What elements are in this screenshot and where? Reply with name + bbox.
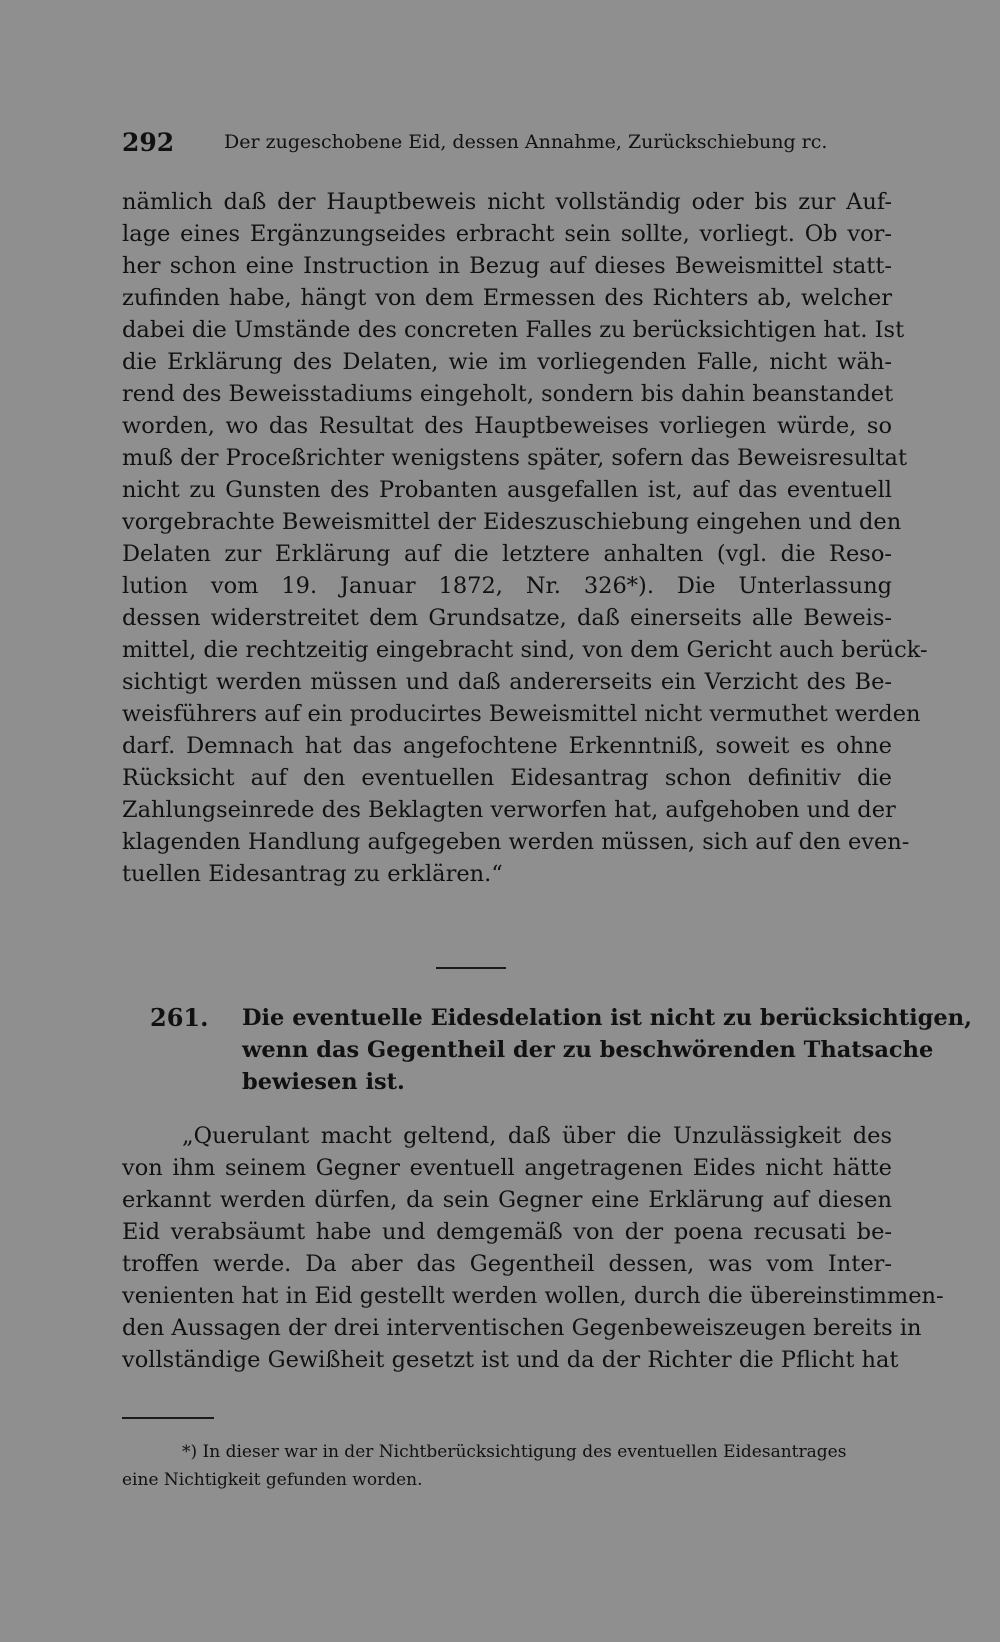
body-line: klagenden Handlung aufgegeben werden müssen, sich auf den even-	[122, 829, 910, 855]
section-line: vollständige Gewißheit gesetzt ist und da der Richter die Pflicht hat	[122, 1347, 899, 1373]
body-line: tuellen Eidesantrag zu erklären.“	[122, 861, 503, 887]
body-line: lution vom 19. Januar 1872, Nr. 326*). Die Unterlassung	[122, 573, 892, 599]
section-line: venienten hat in Eid gestellt werden wollen, durch die übereinstimmen-	[122, 1283, 944, 1309]
section-title-line: Die eventuelle Eidesdelation ist nicht zu berücksichtigen,	[242, 1005, 972, 1031]
footnote-line: eine Nichtigkeit gefunden worden.	[122, 1470, 423, 1490]
section-line: troffen werde. Da aber das Gegentheil dessen, was vom Inter-	[122, 1251, 892, 1277]
body-line: rend des Beweisstadiums eingeholt, sondern bis dahin beanstandet	[122, 381, 894, 407]
body-line: zufinden habe, hängt von dem Ermessen des Richters ab, welcher	[122, 285, 892, 311]
section-line: „Querulant macht geltend, daß über die Unzulässigkeit des	[182, 1123, 892, 1149]
running-head: Der zugeschobene Eid, dessen Annahme, Zurückschiebung rc.	[224, 131, 828, 153]
body-line: vorgebrachte Beweismittel der Eideszuschiebung eingehen und den	[122, 509, 902, 535]
body-line: her schon eine Instruction in Bezug auf dieses Beweismittel statt-	[122, 253, 892, 279]
section-title-line: wenn das Gegentheil der zu beschwörenden Thatsache	[242, 1037, 934, 1063]
section-line: erkannt werden dürfen, da sein Gegner eine Erklärung auf diesen	[122, 1187, 892, 1213]
body-line: sichtigt werden müssen und daß andererseits ein Verzicht des Be-	[122, 669, 892, 695]
section-line: Eid verabsäumt habe und demgemäß von der poena recusati be-	[122, 1219, 892, 1245]
body-line: darf. Demnach hat das angefochtene Erkenntniß, soweit es ohne	[122, 733, 892, 759]
body-line: mittel, die rechtzeitig eingebracht sind, von dem Gericht auch berück-	[122, 637, 928, 663]
body-line: nämlich daß der Hauptbeweis nicht vollständig oder bis zur Auf-	[122, 189, 892, 215]
body-line: Rücksicht auf den eventuellen Eidesantrag schon definitiv die	[122, 765, 892, 791]
body-line: dabei die Umstände des concreten Falles zu berücksichtigen hat. Ist	[122, 317, 905, 343]
body-line: dessen widerstreitet dem Grundsatze, daß einerseits alle Beweis-	[122, 605, 892, 631]
body-line: die Erklärung des Delaten, wie im vorliegenden Falle, nicht wäh-	[122, 349, 892, 375]
section-number: 261.	[150, 1003, 209, 1032]
body-line: nicht zu Gunsten des Probanten ausgefallen ist, auf das eventuell	[122, 477, 892, 503]
body-line: weisführers auf ein producirtes Beweismittel nicht vermuthet werden	[122, 701, 921, 727]
footnote-line: *) In dieser war in der Nichtberücksichtigung des eventuellen Eidesantrages	[182, 1442, 847, 1462]
footnote-rule	[122, 1417, 214, 1419]
body-line: Zahlungseinrede des Beklagten verworfen hat, aufgehoben und der	[122, 797, 896, 823]
section-divider	[436, 967, 506, 969]
section-line: den Aussagen der drei interventischen Gegenbeweiszeugen bereits in	[122, 1315, 922, 1341]
body-line: worden, wo das Resultat des Hauptbeweises vorliegen würde, so	[122, 413, 892, 439]
section-line: von ihm seinem Gegner eventuell angetragenen Eides nicht hätte	[122, 1155, 892, 1181]
body-line: muß der Proceßrichter wenigstens später, sofern das Beweisresultat	[122, 445, 908, 471]
page-number: 292	[122, 128, 175, 157]
body-line: Delaten zur Erklärung auf die letztere anhalten (vgl. die Reso-	[122, 541, 892, 567]
section-title-line: bewiesen ist.	[242, 1069, 405, 1095]
body-line: lage eines Ergänzungseides erbracht sein sollte, vorliegt. Ob vor-	[122, 221, 892, 247]
